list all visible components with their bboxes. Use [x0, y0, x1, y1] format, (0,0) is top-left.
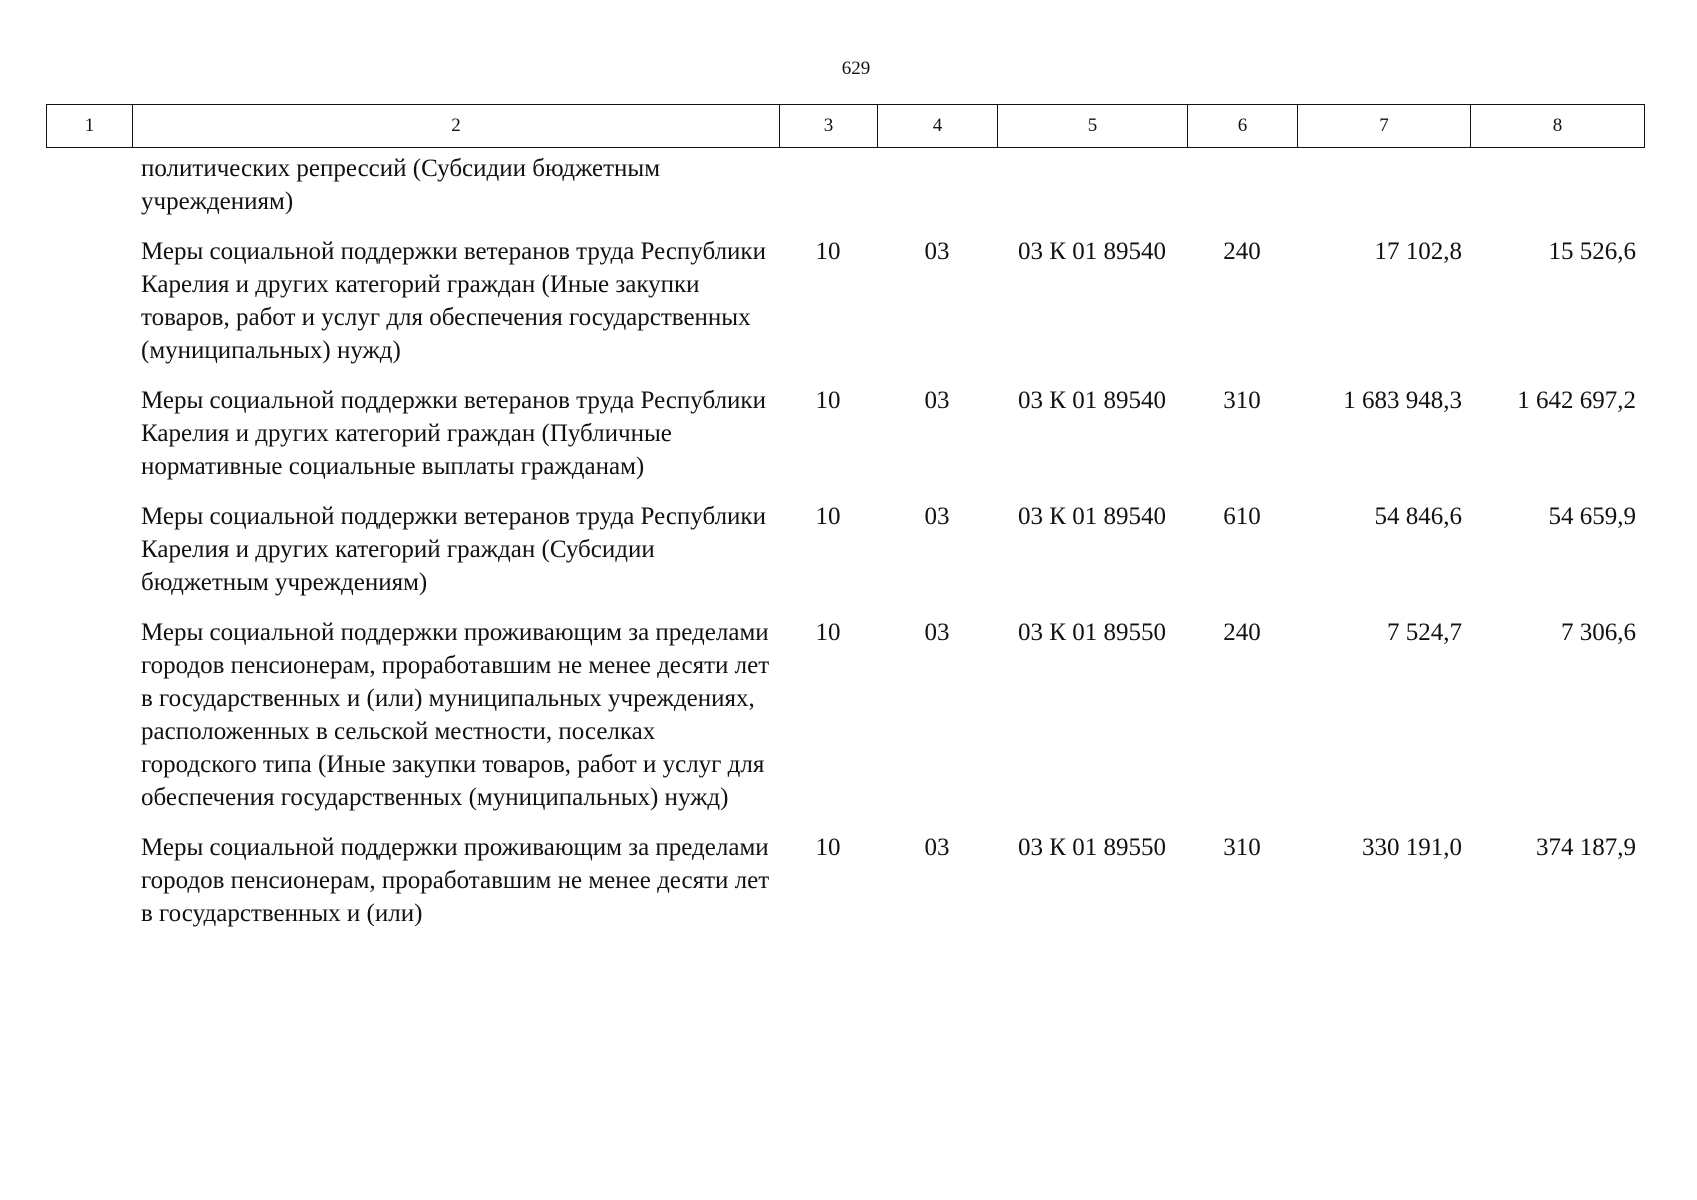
page-number: 629	[841, 58, 871, 79]
amount-column-8: 1 642 697,2	[1517, 387, 1636, 414]
table-row	[46, 235, 1644, 384]
row-description: политических репрессий (Субсидии бюджетным учреждениям)	[141, 155, 661, 215]
row-description: Меры социальной поддержки ветеранов труда Республики Карелия и других категорий граждан (Субсидии бюджетным учреждениям)	[141, 503, 766, 596]
column-number-3: 3	[780, 105, 878, 148]
expense-type-code: 240	[1223, 619, 1261, 646]
section-code	[779, 152, 877, 235]
column-number-6: 6	[1188, 105, 1298, 148]
target-article-code: 03 К 01 89540	[1018, 503, 1166, 530]
section-code: 10	[815, 238, 841, 265]
target-article-code: 03 К 01 89550	[1018, 834, 1166, 861]
target-article-code: 03 К 01 89550	[1018, 619, 1166, 646]
amount-column-8: 7 306,6	[1561, 619, 1636, 646]
subsection-code: 03	[924, 503, 950, 530]
subsection-code	[877, 152, 997, 235]
expense-type-code	[1187, 152, 1297, 235]
amount-column-7: 1 683 948,3	[1343, 387, 1462, 414]
subsection-code: 03	[924, 387, 950, 414]
amount-column-7	[1297, 152, 1470, 235]
amount-column-7: 54 846,6	[1374, 503, 1462, 530]
row-description: Меры социальной поддержки ветеранов труда Республики Карелия и других категорий граждан (Публичные нормативные социальные выплаты гражданам)	[141, 387, 766, 480]
table-row	[46, 500, 1644, 616]
column-number-5: 5	[998, 105, 1188, 148]
amount-column-7: 330 191,0	[1362, 834, 1462, 861]
row-description: Меры социальной поддержки проживающим за пределами городов пенсионерам, проработавшим не менее десяти лет в государственных и (или)	[141, 834, 770, 927]
subsection-code: 03	[924, 834, 950, 861]
expense-type-code: 310	[1223, 834, 1261, 861]
amount-column-8	[1470, 152, 1644, 235]
column-number-4: 4	[878, 105, 998, 148]
header-row	[47, 105, 1645, 148]
target-article-code: 03 К 01 89540	[1018, 238, 1166, 265]
section-code: 10	[815, 619, 841, 646]
amount-column-8: 54 659,9	[1548, 503, 1636, 530]
budget-table-body	[46, 152, 1644, 930]
amount-column-7: 17 102,8	[1374, 238, 1462, 265]
column-number-1: 1	[47, 105, 133, 148]
column-number-2: 2	[133, 105, 780, 148]
table-row	[46, 831, 1644, 930]
target-article-code: 03 К 01 89540	[1018, 387, 1166, 414]
section-code: 10	[815, 834, 841, 861]
expense-type-code: 610	[1223, 503, 1261, 530]
row-description: Меры социальной поддержки проживающим за пределами городов пенсионерам, проработавшим не менее десяти лет в государственных и (или) муниципальных учреждениях, расположенных в сельской местности, поселках городского типа (Иные закупки товаров, работ и услуг для обеспечения государственных (муниципальных) нужд)	[141, 619, 770, 811]
target-article-code	[997, 152, 1187, 235]
subsection-code: 03	[924, 619, 950, 646]
subsection-code: 03	[924, 238, 950, 265]
table-row	[46, 384, 1644, 500]
table-row	[46, 152, 1644, 235]
amount-column-8: 374 187,9	[1536, 834, 1636, 861]
amount-column-8: 15 526,6	[1548, 238, 1636, 265]
table-row	[46, 616, 1644, 831]
column-number-header	[46, 104, 1645, 148]
section-code: 10	[815, 387, 841, 414]
row-description: Меры социальной поддержки ветеранов труда Республики Карелия и других категорий граждан (Иные закупки товаров, работ и услуг для обеспечения государственных (муниципальных) нужд)	[141, 238, 766, 364]
amount-column-7: 7 524,7	[1387, 619, 1462, 646]
expense-type-code: 240	[1223, 238, 1261, 265]
expense-type-code: 310	[1223, 387, 1261, 414]
section-code: 10	[815, 503, 841, 530]
column-number-7: 7	[1298, 105, 1471, 148]
column-number-8: 8	[1471, 105, 1645, 148]
